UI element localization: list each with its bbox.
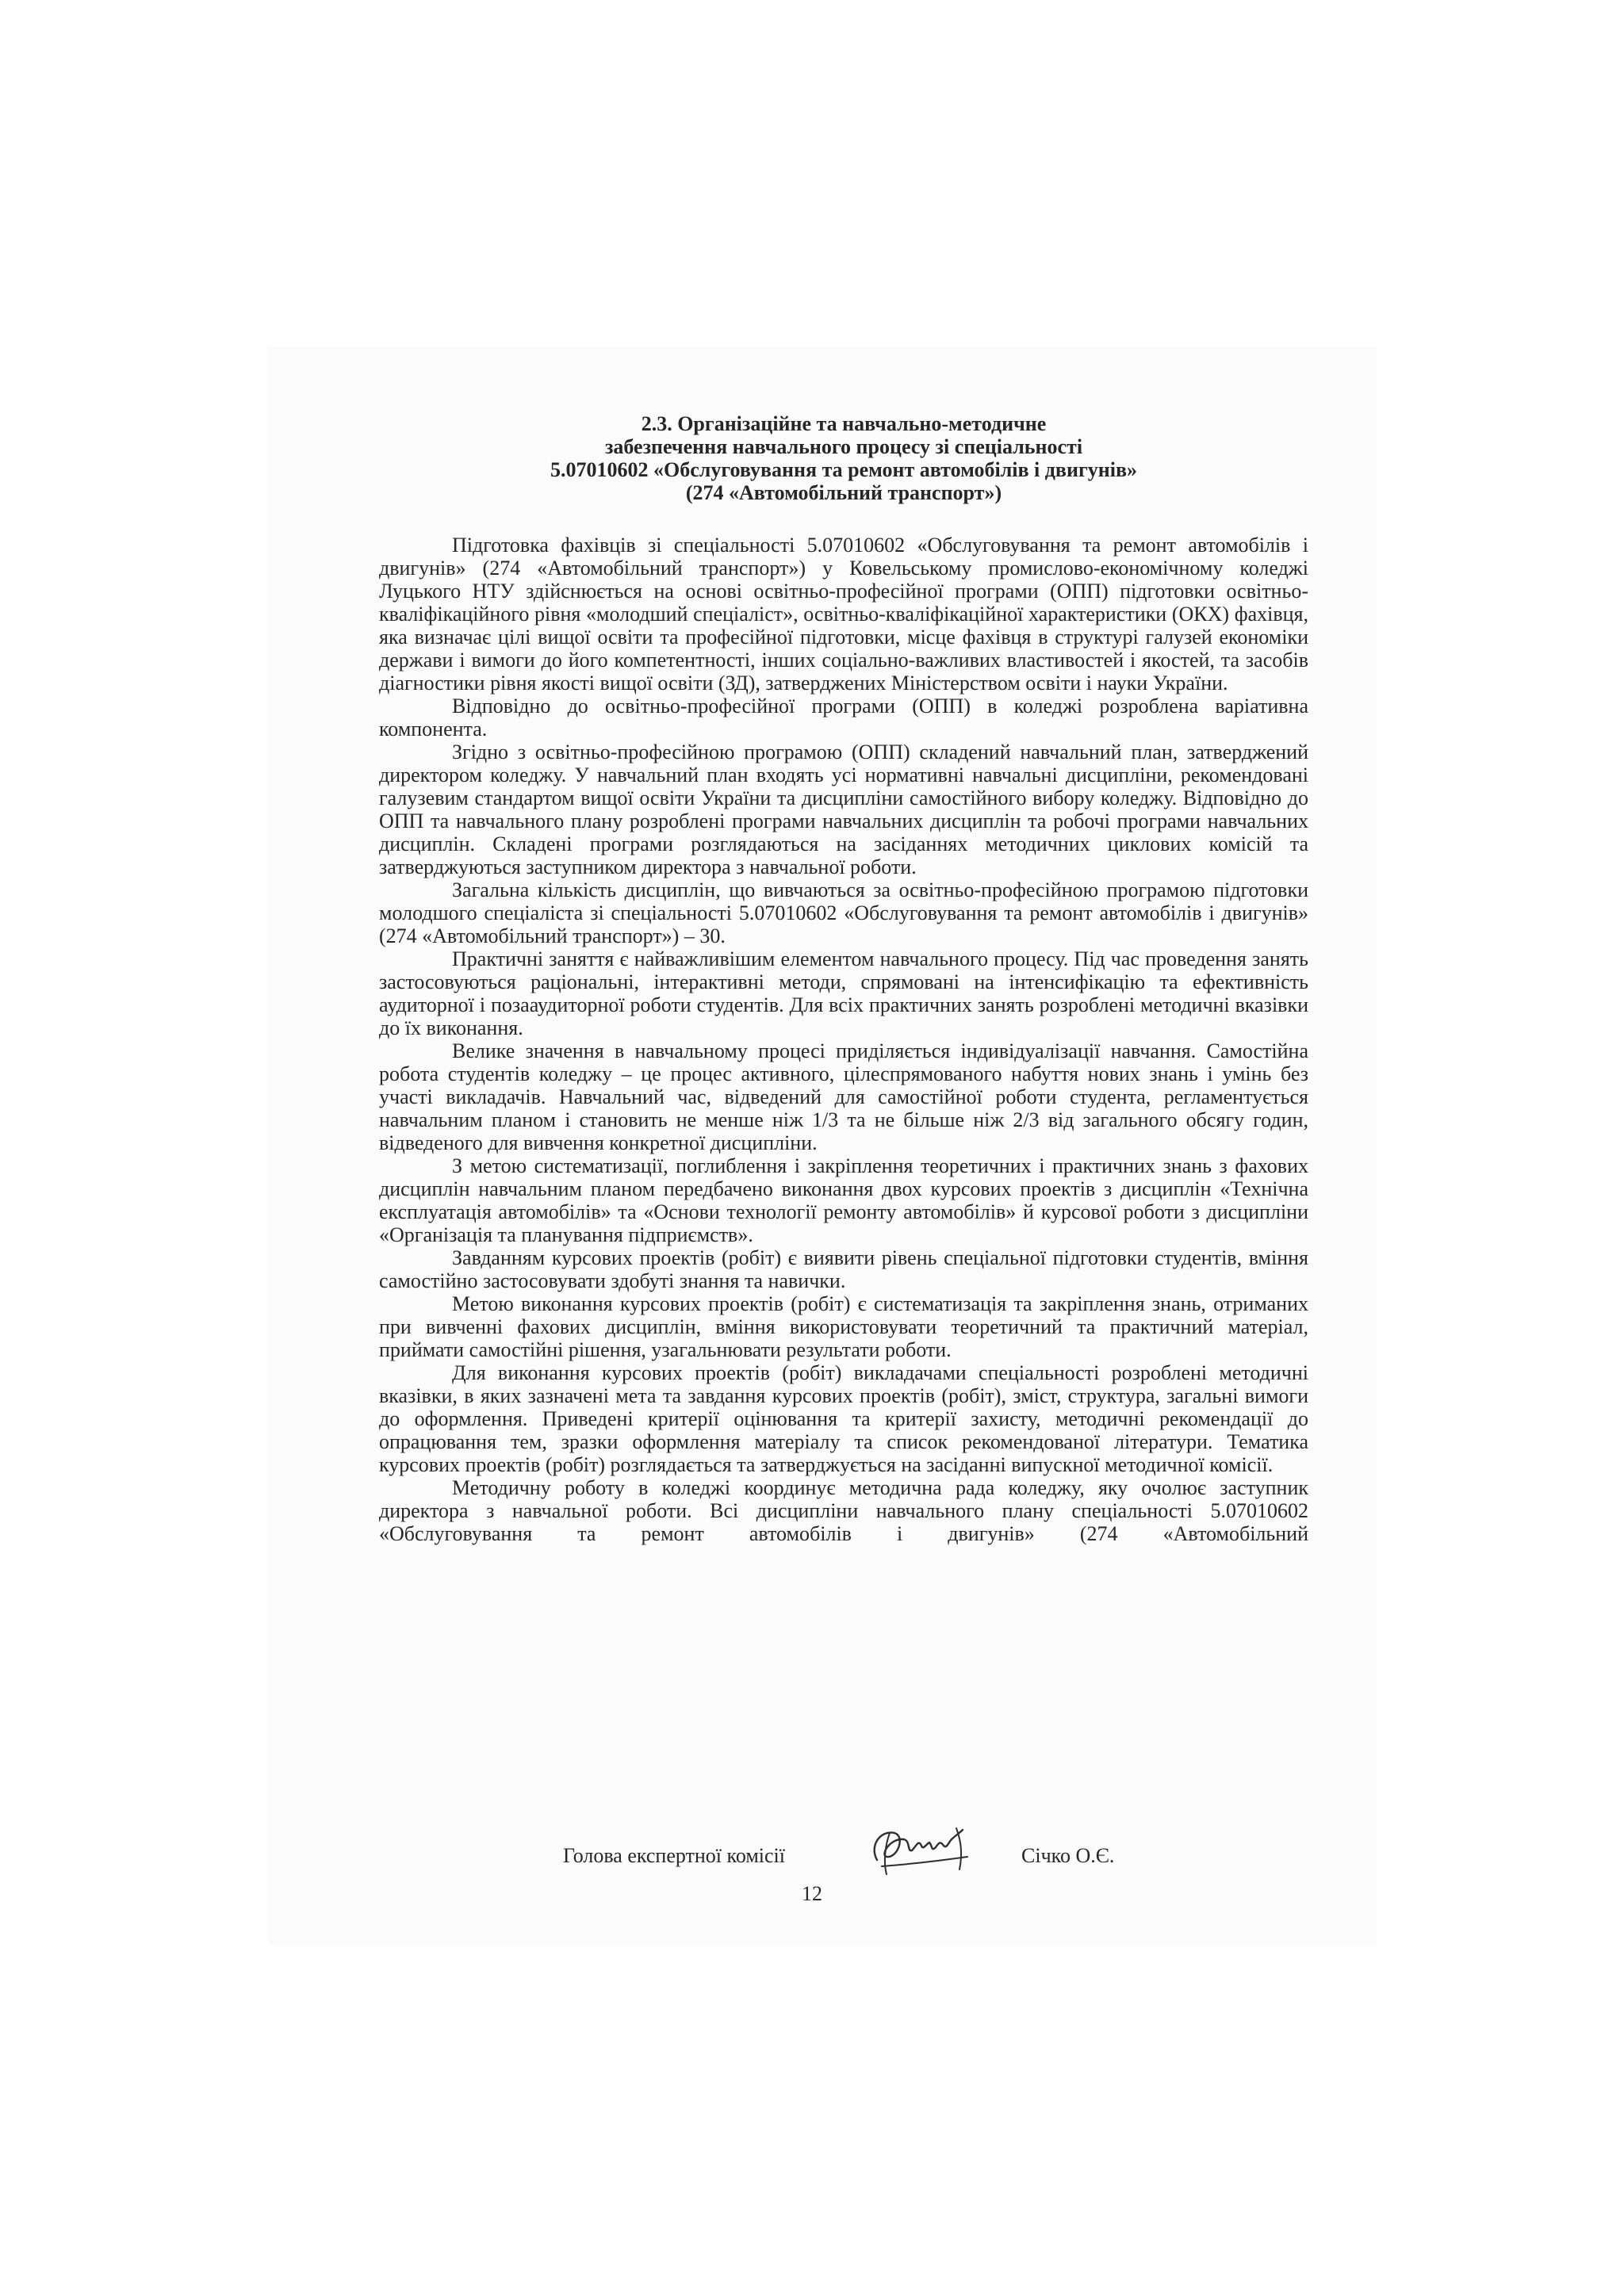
heading-line-4: (274 «Автомобільний транспорт»)	[685, 481, 1002, 504]
paragraph: Згідно з освітньо-професійною програмою (ОПП) складений навчальний план, затверджений директором коледжу. У навчальний план входять усі нормативні навчальні дисципліни, рекомендовані галузевим стандартом вищої освіти України та дисципліни самостійного вибору коледжу. Відповідно до ОПП та навчального плану розроблені програми навчальних дисциплін та робочі програми навчальних дисциплін. Складені програми розглядаються на засіданнях методичних циклових комісій та затверджуються заступником директора з навчальної роботи.	[379, 740, 1308, 878]
paragraph: Завданням курсових проектів (робіт) є виявити рівень спеціальної підготовки студентів, вміння самостійно застосовувати здобуті знання та навички.	[379, 1246, 1308, 1292]
paragraph: Метою виконання курсових проектів (робіт) є систематизація та закріплення знань, отриманих при вивченні фахових дисциплін, вміння використовувати теоретичний та практичний матеріал, приймати самостійні рішення, узагальнювати результати роботи.	[379, 1292, 1308, 1361]
paragraph: З метою систематизації, поглиблення і закріплення теоретичних і практичних знань з фахових дисциплін навчальним планом передбачено виконання двох курсових проектів з дисциплін «Технічна експлуатація автомобілів» та «Основи технології ремонту автомобілів» й курсової роботи з дисципліни «Організація та планування підприємств».	[379, 1154, 1308, 1246]
paragraph: Відповідно до освітньо-професійної програми (ОПП) в коледжі розроблена варіативна компонента.	[379, 695, 1308, 740]
heading-line-1: 2.3. Організаційне та навчально-методичне	[641, 412, 1047, 435]
paragraph: Практичні заняття є найважливішим елементом навчального процесу. Під час проведення занять застосовуються раціональні, інтерактивні методи, спрямовані на інтенсифікацію та ефективність аудиторної і позааудиторної роботи студентів. Для всіх практичних занять розроблені методичні вказівки до їх виконання.	[379, 947, 1308, 1039]
paragraph: Велике значення в навчальному процесі приділяється індивідуалізації навчання. Самостійна робота студентів коледжу – це процес активного, цілеспрямованого набуття нових знань і умінь без участі викладачів. Навчальний час, відведений для самостійної роботи студента, регламентується навчальним планом і становить не менше ніж 1/3 та не більше ніж 2/3 від загального обсягу годин, відведеного для вивчення конкретної дисципліни.	[379, 1039, 1308, 1154]
signature-block	[379, 1827, 1308, 1874]
commission-head-label: Голова експертної комісії	[563, 1844, 786, 1867]
handwritten-signature-icon	[863, 1822, 982, 1879]
document-body	[379, 412, 1308, 1545]
section-heading	[379, 412, 1308, 504]
heading-line-2: забезпечення навчального процесу зі спеціальності	[604, 435, 1083, 458]
paragraph: Методичну роботу в коледжі координує методична рада коледжу, яку очолює заступник директора з навчальної роботи. Всі дисципліни навчального плану спеціальності 5.07010602 «Обслуговування та ремонт автомобілів і двигунів» (274 «Автомобільний	[379, 1476, 1308, 1545]
commission-head-name: Січко О.Є.	[1021, 1844, 1115, 1867]
page-number: 12	[802, 1882, 822, 1905]
paragraph: Для виконання курсових проектів (робіт) викладачами спеціальності розроблені методичні вказівки, в яких зазначені мета та завдання курсових проектів (робіт), зміст, структура, загальні вимоги до оформлення. Приведені критерії оцінювання та критерії захисту, методичні рекомендації до опрацювання тем, зразки оформлення матеріалу та список рекомендованої літератури. Тематика курсових проектів (робіт) розглядається та затверджується на засіданні випускної методичної комісії.	[379, 1361, 1308, 1476]
paragraph: Загальна кількість дисциплін, що вивчаються за освітньо-професійною програмою підготовки молодшого спеціаліста зі спеціальності 5.07010602 «Обслуговування та ремонт автомобілів і двигунів» (274 «Автомобільний транспорт») – 30.	[379, 878, 1308, 947]
paragraph: Підготовка фахівців зі спеціальності 5.07010602 «Обслуговування та ремонт автомобілів і двигунів» (274 «Автомобільний транспорт») у Ковельському промислово-економічному коледжі Луцького НТУ здійснюється на основі освітньо-професійної програми (ОПП) підготовки освітньо-кваліфікаційного рівня «молодший спеціаліст», освітньо-кваліфікаційної характеристики (ОКХ) фахівця, яка визначає цілі вищої освіти та професійної підготовки, місце фахівця в структурі галузей економіки держави і вимоги до його компетентності, інших соціально-важливих властивостей і якостей, та засобів діагностики рівня якості вищої освіти (ЗД), затверджених Міністерством освіти і науки України.	[379, 534, 1308, 695]
heading-line-3: 5.07010602 «Обслуговування та ремонт автомобілів і двигунів»	[550, 458, 1137, 481]
